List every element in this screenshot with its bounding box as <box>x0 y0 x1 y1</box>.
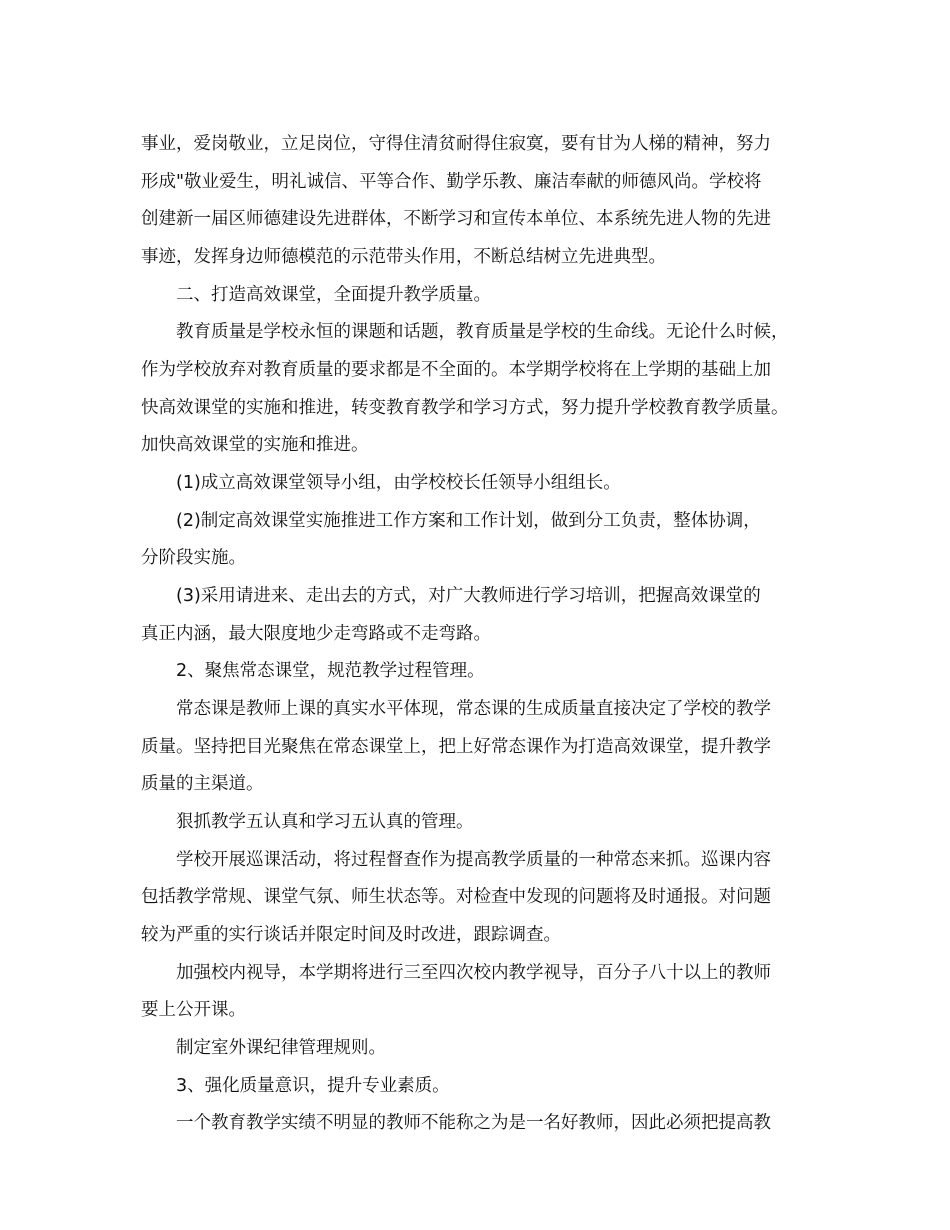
text-line: 形成"敬业爱生，明礼诚信、平等合作、勤学乐教、廉洁奉献的师德风尚。学校将 <box>141 172 762 192</box>
list-item: (3)采用请进来、走出去的方式，对广大教师进行学习培训，把握高效课堂的 <box>176 586 761 606</box>
text-line: 质量的主渠道。 <box>141 774 264 794</box>
text-line: 分阶段实施。 <box>141 548 246 568</box>
text-line: 教育质量是学校永恒的课题和话题，教育质量是学校的生命线。无论什么时候， <box>176 322 789 342</box>
section-heading: 3、强化质量意识，提升专业素质。 <box>176 1076 450 1096</box>
section-heading: 二、打造高效课堂，全面提升教学质量。 <box>176 285 491 305</box>
text-line: 真正内涵，最大限度地少走弯路或不走弯路。 <box>141 624 491 644</box>
text-line: 快高效课堂的实施和推进，转变教育教学和学习方式，努力提升学校教育教学质量。 <box>141 398 789 418</box>
text-line: 事迹，发挥身边师德模范的示范带头作用，不断总结树立先进典型。 <box>141 247 666 267</box>
text-line: 要上公开课。 <box>141 1000 246 1020</box>
text-line: 狠抓教学五认真和学习五认真的管理。 <box>176 812 474 832</box>
text-line: 加强校内视导，本学期将进行三至四次校内教学视导，百分子八十以上的教师 <box>176 963 771 983</box>
text-line: 包括教学常规、课堂气氛、师生状态等。对检查中发现的问题将及时通报。对问题 <box>141 887 771 907</box>
text-line: 质量。坚持把目光聚焦在常态课堂上，把上好常态课作为打造高效课堂，提升教学 <box>141 737 771 757</box>
text-line: 作为学校放弃对教育质量的要求都是不全面的。本学期学校将在上学期的基础上加 <box>141 360 771 380</box>
text-line: 制定室外课纪律管理规则。 <box>176 1038 386 1058</box>
text-line: 一个教育教学实绩不明显的教师不能称之为是一名好教师，因此必须把提高教 <box>176 1113 771 1133</box>
list-item: (1)成立高效课堂领导小组，由学校校长任领导小组组长。 <box>176 473 621 493</box>
text-line: 常态课是教师上课的真实水平体现，常态课的生成质量直接决定了学校的教学 <box>176 699 771 719</box>
text-line: 学校开展巡课活动，将过程督查作为提高教学质量的一种常态来抓。巡课内容 <box>176 850 771 870</box>
text-line: 事业，爱岗敬业，立足岗位，守得住清贫耐得住寂寞，要有甘为人梯的精神，努力 <box>141 134 771 154</box>
list-item: (2)制定高效课堂实施推进工作方案和工作计划，做到分工负责，整体协调， <box>176 511 761 531</box>
text-line: 加快高效课堂的实施和推进。 <box>141 435 369 455</box>
text-line: 创建新一届区师德建设先进群体，不断学习和宣传本单位、本系统先进人物的先进 <box>141 209 771 229</box>
text-line: 较为严重的实行谈话并限定时间及时改进，跟踪调查。 <box>141 925 561 945</box>
section-heading: 2、聚焦常态课堂，规范教学过程管理。 <box>176 661 485 681</box>
